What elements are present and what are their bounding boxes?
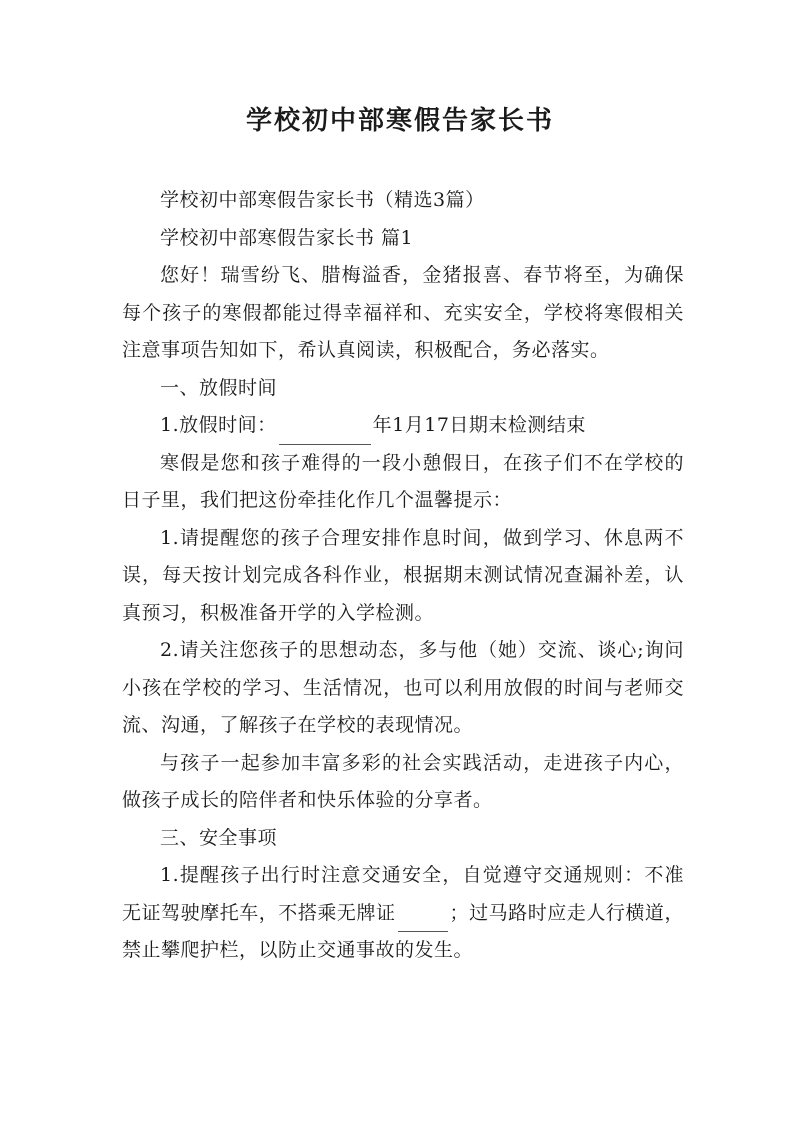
safety-1-text-a: 1.提醒孩子出行时注意交通安全，自觉遵守交通规则：不准无证驾驶摩托车，不搭乘无牌证 bbox=[122, 864, 684, 924]
license-blank-field bbox=[398, 907, 448, 932]
paragraph-tip-2: 2.请关注您孩子的思想动态，多与他（她）交流、谈心;询问小孩在学校的学习、生活情况，也可以利用放假的时间与老师交流、沟通，了解孩子在学校的表现情况。 bbox=[122, 639, 684, 736]
holiday-date-label: 1.放假时间： bbox=[160, 414, 277, 436]
paragraph-tip-1: 1.请提醒您的孩子合理安排作息时间，做到学习、休息两不误，每天按计划完成各科作业，根据期末测试情况查漏补差，认真预习，积极准备开学的入学检测。 bbox=[122, 526, 684, 624]
section-heading-safety: 三、安全事项 bbox=[160, 826, 278, 849]
paragraph-safety-1 bbox=[122, 857, 684, 970]
section-heading-holiday-time: 一、放假时间 bbox=[160, 376, 278, 399]
year-blank-field bbox=[279, 420, 371, 445]
paragraph-tip-3: 与孩子一起参加丰富多彩的社会实践活动，走进孩子内心，做孩子成长的陪伴者和快乐体验的分享者。 bbox=[122, 751, 684, 811]
paragraph-holiday-date bbox=[122, 407, 684, 445]
paragraph-tips-intro: 寒假是您和孩子难得的一段小憩假日，在孩子们不在学校的日子里，我们把这份牵挂化作几个温馨提示： bbox=[122, 451, 684, 511]
document-title: 学校初中部寒假告家长书 bbox=[245, 106, 554, 136]
safety-1-text-b: ；过马路时应走人行横道，禁止攀爬护栏，以防止交通事故的发生。 bbox=[122, 901, 684, 961]
paragraph-part-heading: 学校初中部寒假告家长书 篇1 bbox=[160, 226, 414, 249]
paragraph-subtitle: 学校初中部寒假告家长书（精选3篇） bbox=[160, 189, 485, 211]
document-body bbox=[122, 182, 684, 970]
holiday-date-text: 年1月17日期末检测结束 bbox=[372, 414, 586, 436]
paragraph-greeting: 您好！瑞雪纷飞、腊梅溢香，金猪报喜、春节将至，为确保每个孩子的寒假都能过得幸福祥和、充实安全，学校将寒假相关注意事项告知如下，希认真阅读，积极配合，务必落实。 bbox=[122, 264, 684, 361]
